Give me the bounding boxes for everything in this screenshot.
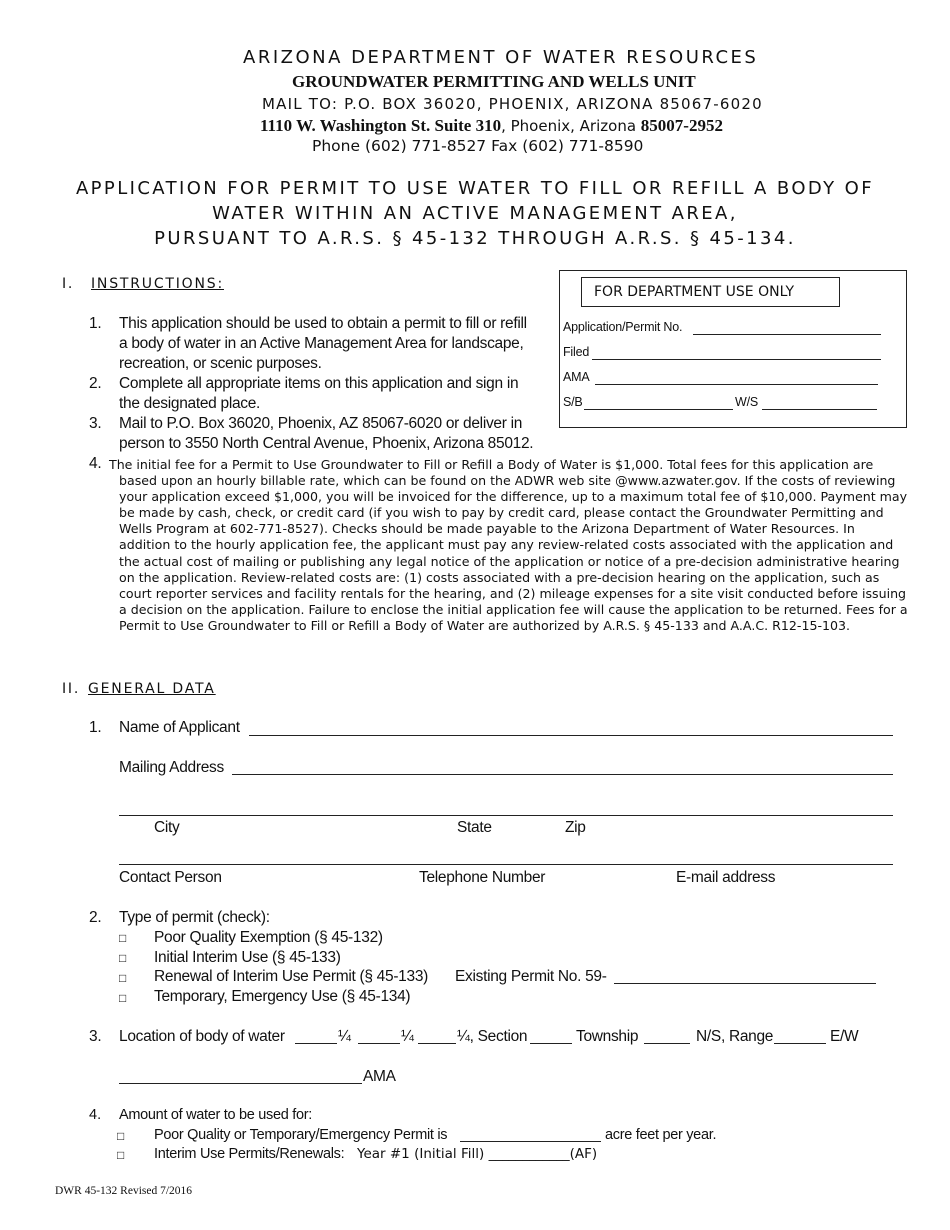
dept-sb-label: S/B xyxy=(563,395,583,409)
instruction-2-num: 2. xyxy=(89,375,102,392)
street-city: , Phoenix, Arizona xyxy=(501,117,641,135)
checkbox-renewal-interim[interactable]: □ xyxy=(119,971,127,985)
existing-permit-field[interactable] xyxy=(614,983,876,984)
amount-label: Amount of water to be used for: xyxy=(119,1107,313,1123)
q4-num: 4. xyxy=(89,1107,102,1123)
dept-filed-line[interactable] xyxy=(592,359,881,360)
section-ii-numeral: II. xyxy=(62,681,81,697)
title-line-1: APPLICATION FOR PERMIT TO USE WATER TO FILL OR REFILL A BODY OF xyxy=(75,178,875,199)
street-bold: 1110 W. Washington St. Suite 310 xyxy=(260,116,502,135)
instruction-2-line-1: Complete all appropriate items on this application and sign in xyxy=(119,375,519,392)
instruction-4-num: 4. xyxy=(89,455,102,472)
phone-fax: Phone (602) 771-8527 Fax (602) 771-8590 xyxy=(312,137,644,155)
form-revised: Revised 7/2016 xyxy=(120,1185,193,1197)
form-footer xyxy=(55,1185,192,1197)
zip-label: Zip xyxy=(565,819,586,836)
dept-app-no-label: Application/Permit No. xyxy=(563,320,683,334)
unit-name: GROUNDWATER PERMITTING AND WELLS UNIT xyxy=(292,72,696,91)
email-label: E-mail address xyxy=(676,869,776,886)
mail-to-address: MAIL TO: P.O. BOX 36020, PHOENIX, ARIZONA 85067-6020 xyxy=(262,95,763,113)
form-number: DWR 45-132 xyxy=(55,1185,118,1197)
mailing-address-field[interactable] xyxy=(232,774,893,775)
amount-year-1: Year #1 (Initial Fill) ____________(AF) xyxy=(357,1146,598,1162)
dept-ama-line[interactable] xyxy=(595,384,878,385)
ns-range-label: N/S, Range xyxy=(696,1028,774,1045)
q1-num: 1. xyxy=(89,719,102,736)
instruction-3-num: 3. xyxy=(89,415,102,432)
mailing-address-label: Mailing Address xyxy=(119,759,224,776)
existing-permit-label: Existing Permit No. 59- xyxy=(455,968,607,985)
quarter-2-symbol: ¼ xyxy=(401,1028,414,1045)
quarter-3-field[interactable] xyxy=(418,1043,456,1044)
section-ii-heading: GENERAL DATA xyxy=(88,681,216,697)
applicant-name-field[interactable] xyxy=(249,735,893,736)
agency-name: ARIZONA DEPARTMENT OF WATER RESOURCES xyxy=(243,47,759,68)
checkbox-poor-quality[interactable]: □ xyxy=(119,931,127,945)
dept-ws-line[interactable] xyxy=(762,409,877,410)
street-zip: 85007-2952 xyxy=(640,116,723,135)
location-label: Location of body of water xyxy=(119,1028,285,1045)
ama-label: AMA xyxy=(363,1068,396,1085)
permit-type-temporary-emergency: Temporary, Emergency Use (§ 45-134) xyxy=(154,988,411,1005)
township-label: Township xyxy=(576,1028,639,1045)
state-label: State xyxy=(457,819,492,836)
checkbox-amount-interim[interactable]: □ xyxy=(117,1148,125,1162)
instruction-3-line-1: Mail to P.O. Box 36020, Phoenix, AZ 85067-6020 or deliver in xyxy=(119,415,523,432)
quarter-2-field[interactable] xyxy=(358,1043,400,1044)
title-line-3: PURSUANT TO A.R.S. § 45-132 THROUGH A.R.S. § 45-134. xyxy=(154,228,796,249)
quarter-section-label: ¼, Section xyxy=(457,1028,528,1045)
dept-ws-label: W/S xyxy=(735,395,759,409)
telephone-label: Telephone Number xyxy=(419,869,546,886)
department-use-heading: FOR DEPARTMENT USE ONLY xyxy=(594,284,795,300)
acre-feet-unit: acre feet per year. xyxy=(605,1127,717,1143)
instruction-1-line-1: This application should be used to obtain a permit to fill or refill xyxy=(119,315,527,332)
checkbox-amount-poor-quality[interactable]: □ xyxy=(117,1129,125,1143)
permit-type-poor-quality: Poor Quality Exemption (§ 45-132) xyxy=(154,929,383,946)
section-field[interactable] xyxy=(530,1043,572,1044)
city-state-zip-field[interactable] xyxy=(119,815,893,816)
township-field[interactable] xyxy=(644,1043,690,1044)
section-i-numeral: I. xyxy=(62,276,75,292)
amount-interim-label: Interim Use Permits/Renewals: xyxy=(154,1146,345,1162)
permit-type-label: Type of permit (check): xyxy=(119,909,270,926)
q2-num: 2. xyxy=(89,909,102,926)
amount-poor-quality-label: Poor Quality or Temporary/Emergency Permit is xyxy=(154,1127,448,1143)
dept-ama-label: AMA xyxy=(563,370,590,384)
amount-acre-feet-field[interactable] xyxy=(460,1141,601,1142)
instruction-1-line-2: a body of water in an Active Management Area for landscape, xyxy=(119,335,524,352)
dept-app-no-line[interactable] xyxy=(693,334,881,335)
dept-filed-label: Filed xyxy=(563,345,590,359)
instruction-1-line-3: recreation, or scenic purposes. xyxy=(119,355,322,372)
dept-sb-line[interactable] xyxy=(584,409,733,410)
quarter-1-field[interactable] xyxy=(295,1043,337,1044)
quarter-1-symbol: ¼ xyxy=(338,1028,351,1045)
permit-type-initial-interim: Initial Interim Use (§ 45-133) xyxy=(154,949,341,966)
section-i-heading: INSTRUCTIONS: xyxy=(91,276,224,292)
ew-label: E/W xyxy=(830,1028,859,1045)
checkbox-temporary-emergency[interactable]: □ xyxy=(119,991,127,1005)
title-line-2: WATER WITHIN AN ACTIVE MANAGEMENT AREA, xyxy=(212,203,738,224)
instruction-4-text: The initial fee for a Permit to Use Groundwater to Fill or Refill a Body of Water is $1,000. Total fees for this application are based upon an hourly billable rate, which can be found on the ADWR web site @www.azwater.gov. If the costs of reviewing your application exceed $1,000, you will be invoiced for the difference, up to a maximum total fee of $10,000. Payment may be made by cash, check, or credit card (if you wish to pay by credit card, please contact the Groundwater Permitting and Wells Program at 602-771-8527). Checks should be made payable to the Arizona Department of Water Resources. In addition to the hourly application fee, the applicant must pay any review-related costs associated with the application and the actual cost of mailing or publishing any legal notice of the application or notice of a pre-decision administrative hearing on the application. Review-related costs are: (1) costs associated with a pre-decision hearing on the application, such as court reporter services and facility rentals for the hearing, and (2) mileage expenses for a site visit conducted before issuing a decision on the application. Failure to enclose the initial application fee will cause the application to be returned. Fees for a Permit to Use Groundwater to Fill or Refill a Body of Water are authorized by A.R.S. § 45-133 and A.A.C. R12-15-103. xyxy=(109,457,908,633)
q3-num: 3. xyxy=(89,1028,102,1045)
instruction-3-line-2: person to 3550 North Central Avenue, Phoenix, Arizona 85012. xyxy=(119,435,534,452)
instruction-1-num: 1. xyxy=(89,315,102,332)
city-label: City xyxy=(154,819,180,836)
checkbox-initial-interim[interactable]: □ xyxy=(119,951,127,965)
ama-field[interactable] xyxy=(119,1083,362,1084)
range-field[interactable] xyxy=(774,1043,826,1044)
applicant-name-label: Name of Applicant xyxy=(119,719,240,736)
street-address xyxy=(260,116,723,136)
permit-type-renewal-interim: Renewal of Interim Use Permit (§ 45-133) xyxy=(154,968,429,985)
contact-info-field[interactable] xyxy=(119,864,893,865)
contact-person-label: Contact Person xyxy=(119,869,222,886)
instruction-2-line-2: the designated place. xyxy=(119,395,261,412)
